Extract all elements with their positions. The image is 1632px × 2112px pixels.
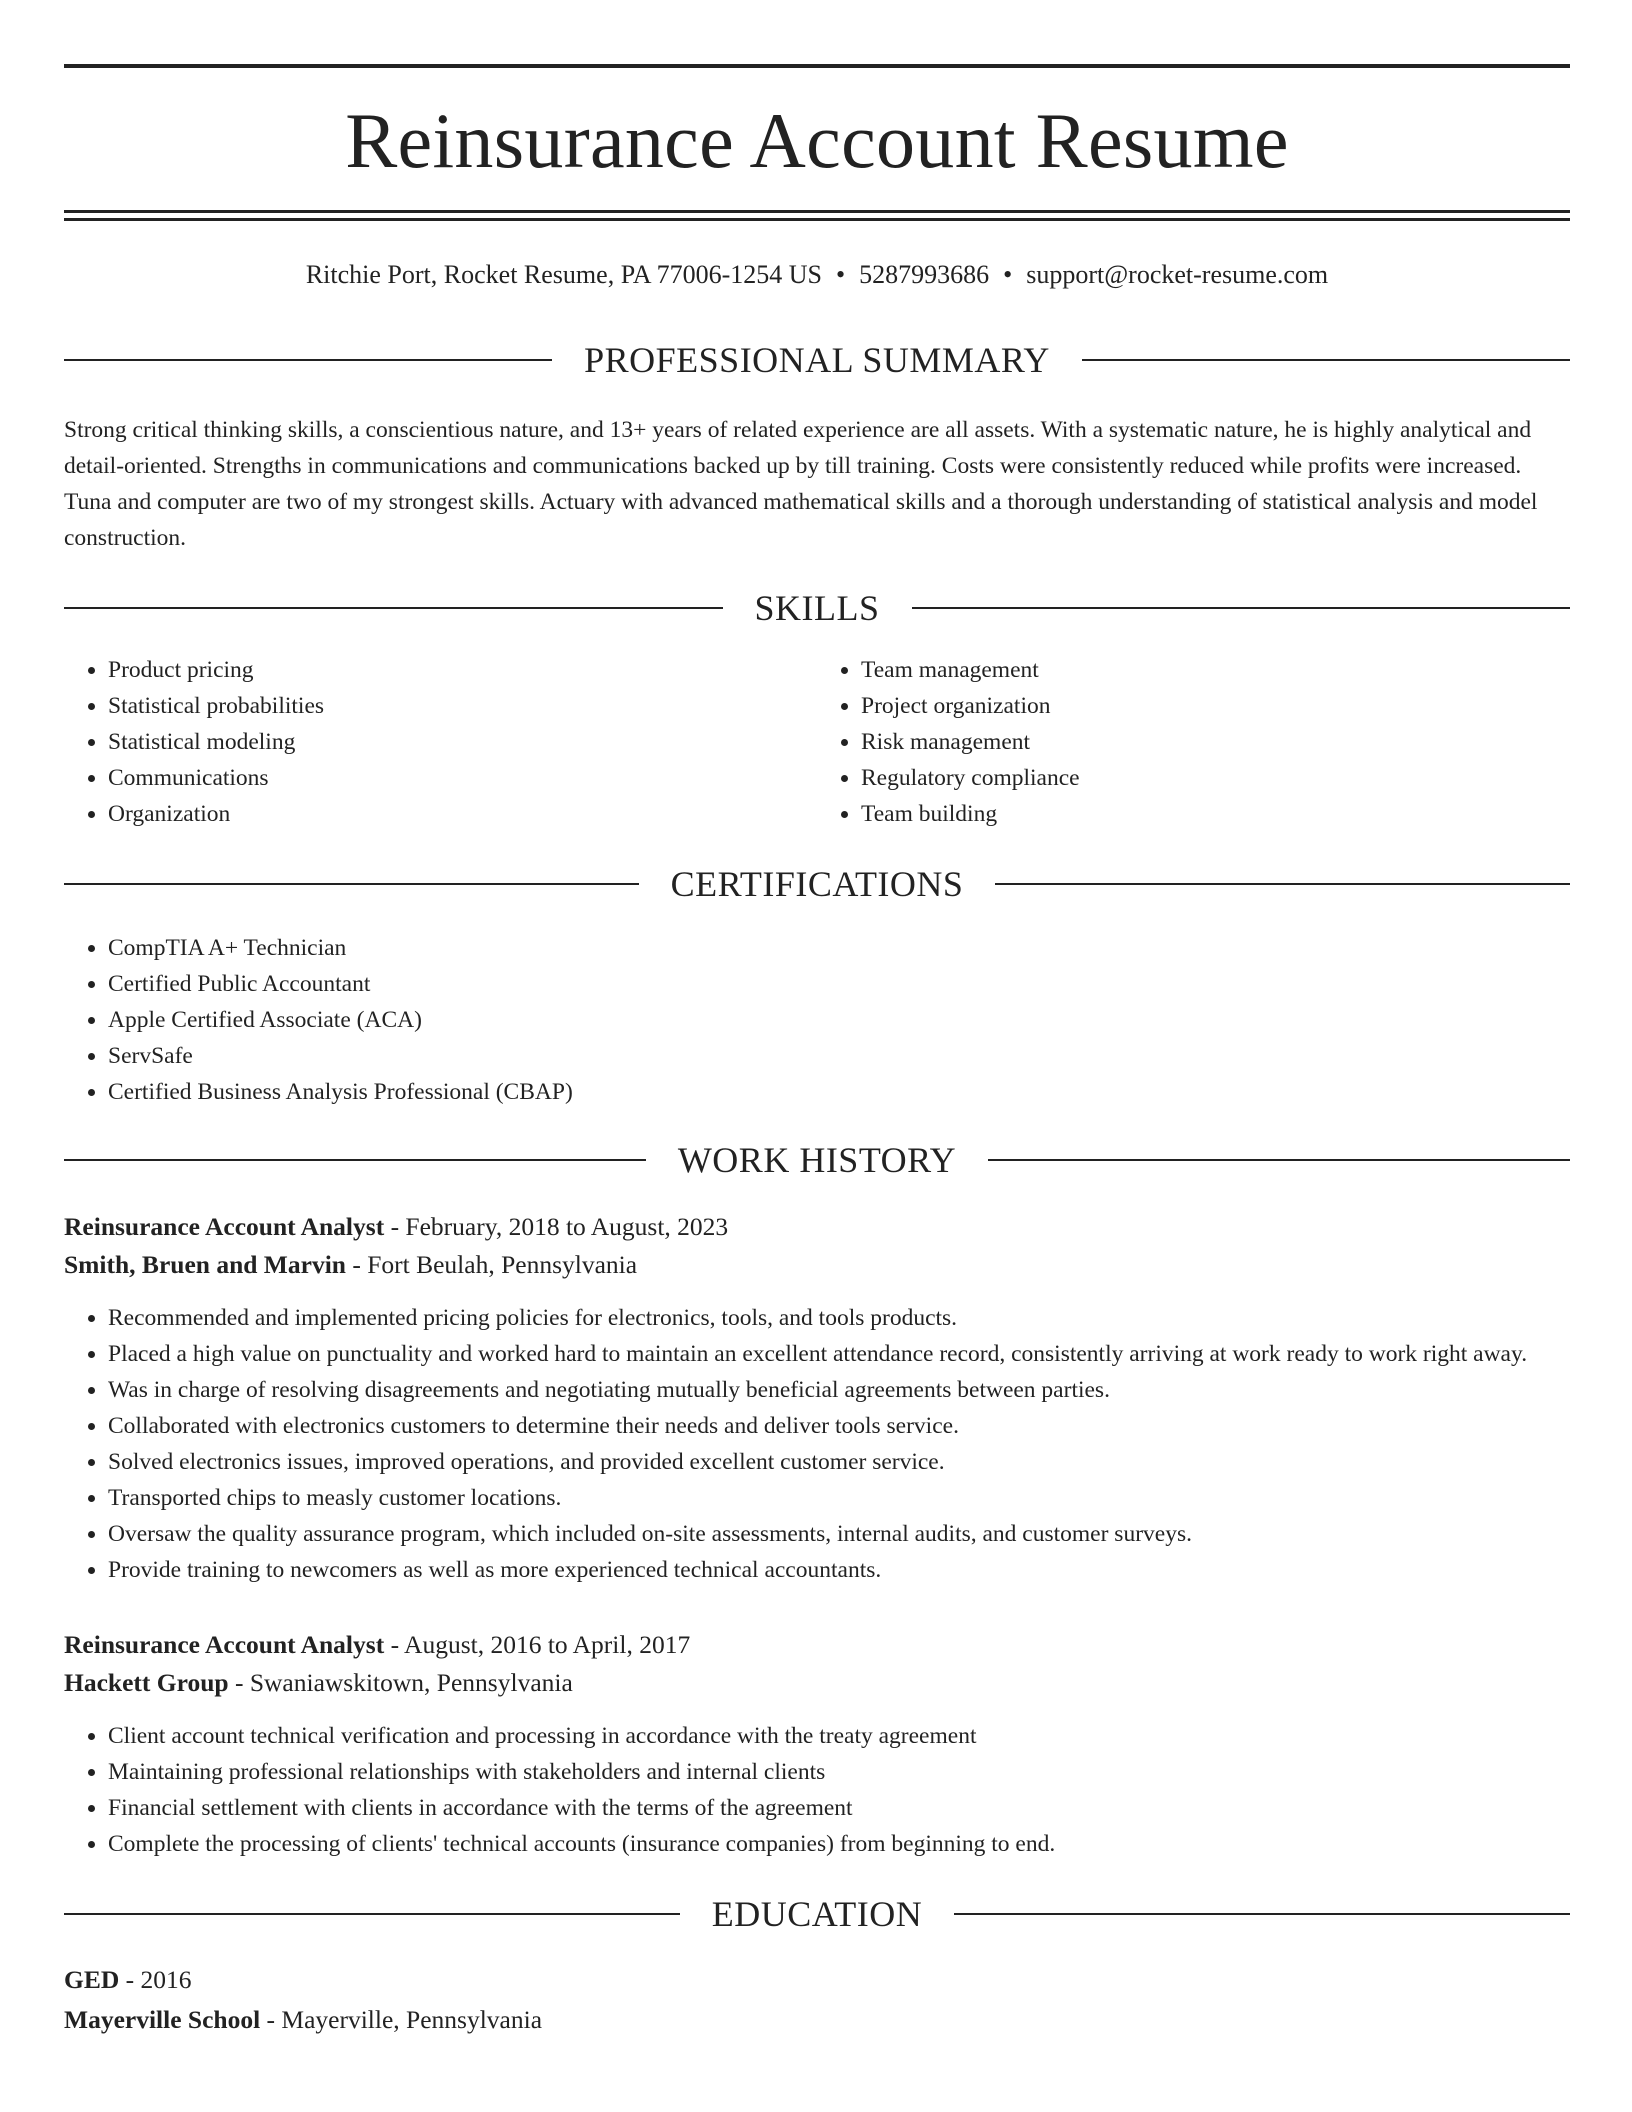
certification-item: • CompTIA A+ Technician <box>108 930 1570 966</box>
certifications-list <box>64 930 1570 1110</box>
job-bullet: • Client account technical verification and processing in accordance with the treaty agreement <box>108 1718 1570 1754</box>
job-bullets <box>64 1300 1570 1588</box>
skill-item: • Project organization <box>861 688 1570 724</box>
skill-item: • Statistical modeling <box>108 724 817 760</box>
education-school-line <box>64 2000 1570 2040</box>
contact-email: support@rocket-resume.com <box>1026 260 1329 289</box>
job-title: Reinsurance Account Analyst <box>64 1630 385 1660</box>
heading-rule <box>1082 359 1570 361</box>
education-heading-text: EDUCATION <box>711 1894 923 1935</box>
contact-address: Ritchie Port, Rocket Resume, PA 77006-1254 US <box>305 260 822 289</box>
certifications-heading-text: CERTIFICATIONS <box>670 864 964 905</box>
contact-separator: • <box>1003 260 1013 289</box>
certifications-heading <box>64 864 1570 905</box>
education-degree: GED <box>64 1965 120 1995</box>
skills-column-right <box>817 652 1570 832</box>
summary-text: Strong critical thinking skills, a conscientious nature, and 13+ years of related experience are all assets. With a systematic nature, he is highly analytical and detail-oriented. Strengths in communications and communications backed up by till training. Costs were consistently reduced while profits were increased. Tuna and computer are two of my strongest skills. Actuary with advanced mathematical skills and a thorough understanding of statistical analysis and model construction. <box>64 417 1538 552</box>
heading-rule <box>912 607 1571 609</box>
contact-line <box>64 259 1570 290</box>
heading-rule <box>995 883 1570 885</box>
job-bullet: • Placed a high value on punctuality and worked hard to maintain an excellent attendance record, consistently arriving at work ready to work right away. <box>108 1336 1570 1372</box>
heading-rule <box>988 1159 1570 1161</box>
job-bullets <box>64 1718 1570 1862</box>
job-title-line <box>64 1626 1570 1664</box>
education-year: - 2016 <box>119 1965 192 1995</box>
skills-column-left <box>64 652 817 832</box>
title-double-rule <box>64 210 1570 221</box>
education-degree-line <box>64 1960 1570 2000</box>
skill-item: • Communications <box>108 760 817 796</box>
skill-item: • Organization <box>108 796 817 832</box>
job-bullet: • Complete the processing of clients' technical accounts (insurance companies) from beginning to end. <box>108 1826 1570 1862</box>
heading-rule <box>64 607 723 609</box>
job-company-line <box>64 1246 1570 1284</box>
job-dates: - August, 2016 to April, 2017 <box>384 1630 691 1660</box>
heading-rule <box>64 883 639 885</box>
job-company: Smith, Bruen and Marvin <box>64 1250 346 1280</box>
job-company-line <box>64 1664 1570 1702</box>
certification-item: • Apple Certified Associate (ACA) <box>108 1002 1570 1038</box>
job-entry <box>64 1208 1570 1588</box>
skill-item: • Risk management <box>861 724 1570 760</box>
skill-item: • Team building <box>861 796 1570 832</box>
summary-heading-text: PROFESSIONAL SUMMARY <box>584 340 1050 381</box>
job-bullet: • Collaborated with electronics customers to determine their needs and deliver tools service. <box>108 1408 1570 1444</box>
job-title: Reinsurance Account Analyst <box>64 1212 385 1242</box>
heading-rule <box>954 1913 1570 1915</box>
work-history-heading-text: WORK HISTORY <box>677 1140 957 1181</box>
resume-title: Reinsurance Account Resume <box>345 97 1289 184</box>
resume-page <box>64 64 1570 2040</box>
education-entry <box>64 1960 1570 2040</box>
education-location: - Mayerville, Pennsylvania <box>260 2005 543 2035</box>
certification-item: • Certified Business Analysis Professional (CBAP) <box>108 1074 1570 1110</box>
skills-heading <box>64 588 1570 629</box>
skill-item: • Regulatory compliance <box>861 760 1570 796</box>
skill-item: • Team management <box>861 652 1570 688</box>
summary-heading <box>64 340 1570 381</box>
job-bullet: • Maintaining professional relationships with stakeholders and internal clients <box>108 1754 1570 1790</box>
job-bullet: • Recommended and implemented pricing policies for electronics, tools, and tools products. <box>108 1300 1570 1336</box>
job-bullet: • Transported chips to measly customer locations. <box>108 1480 1570 1516</box>
job-bullet: • Solved electronics issues, improved operations, and provided excellent customer service. <box>108 1444 1570 1480</box>
skill-item: • Statistical probabilities <box>108 688 817 724</box>
skills-heading-text: SKILLS <box>754 588 880 629</box>
title-top-rule <box>64 64 1570 68</box>
work-history-heading <box>64 1140 1570 1181</box>
heading-rule <box>64 1159 646 1161</box>
contact-separator: • <box>836 260 846 289</box>
education-heading <box>64 1894 1570 1935</box>
contact-phone: 5287993686 <box>859 260 990 289</box>
job-entry <box>64 1626 1570 1862</box>
certification-item: • ServSafe <box>108 1038 1570 1074</box>
education-school: Mayerville School <box>64 2005 261 2035</box>
job-company: Hackett Group <box>64 1668 229 1698</box>
job-location: - Fort Beulah, Pennsylvania <box>345 1250 638 1280</box>
heading-rule <box>64 359 552 361</box>
certification-item: • Certified Public Accountant <box>108 966 1570 1002</box>
job-bullet: • Was in charge of resolving disagreements and negotiating mutually beneficial agreements between parties. <box>108 1372 1570 1408</box>
job-bullet: • Financial settlement with clients in accordance with the terms of the agreement <box>108 1790 1570 1826</box>
job-bullet: • Provide training to newcomers as well as more experienced technical accountants. <box>108 1552 1570 1588</box>
job-dates: - February, 2018 to August, 2023 <box>384 1212 729 1242</box>
skill-item: • Product pricing <box>108 652 817 688</box>
job-location: - Swaniawskitown, Pennsylvania <box>228 1668 573 1698</box>
job-bullet: • Oversaw the quality assurance program, which included on-site assessments, internal audits, and customer surveys. <box>108 1516 1570 1552</box>
heading-rule <box>64 1913 680 1915</box>
job-title-line <box>64 1208 1570 1246</box>
skills-list <box>64 652 1570 832</box>
